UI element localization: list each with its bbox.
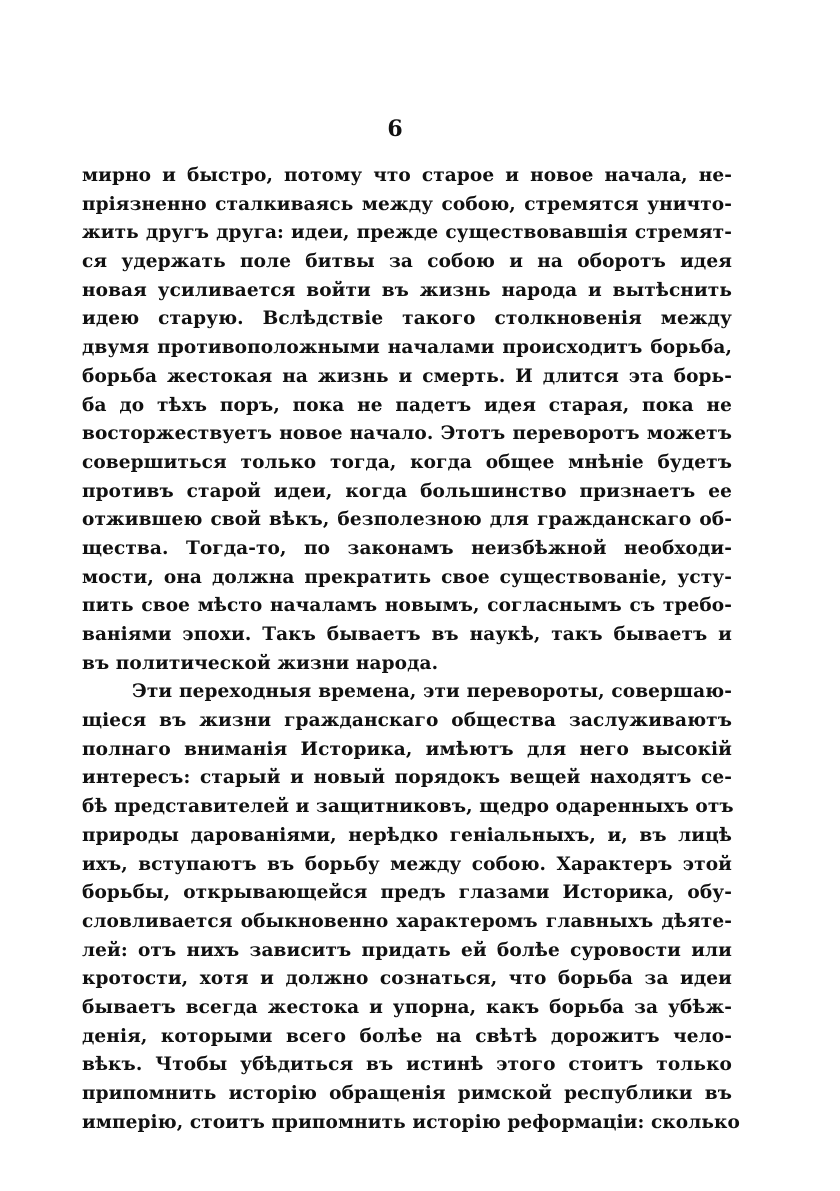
text-line: противъ старой идеи, когда большинство признаетъ ее [82, 480, 732, 502]
text-line: щіеся въ жизни гражданскаго общества заслуживаютъ [82, 710, 732, 732]
text-line: полнаго вниманія Историка, имѣютъ для него высокій [82, 738, 732, 760]
text-line: мирно и быстро, потому что старое и новое начала, не- [82, 165, 732, 186]
text-line: двумя противоположными началами происходитъ борьба, [82, 337, 732, 359]
text-line: ба до тѣхъ поръ, пока не падетъ идея старая, пока не [82, 394, 732, 416]
text-line: борьба жестокая на жизнь и смерть. И длится эта борь- [82, 365, 732, 387]
text-line: припомнить исторію обращенія римской республики въ [82, 1083, 732, 1104]
text-line: кротости, хотя и должно сознаться, что борьба за идеи [82, 968, 732, 990]
text-line: восторжествуетъ новое начало. Этотъ переворотъ можетъ [82, 423, 732, 445]
text-line: словливается обыкновенно характеромъ главныхъ дѣяте- [82, 910, 732, 932]
text-line: вѣкъ. Чтобы убѣдиться въ истинѣ этого стоитъ только [82, 1054, 732, 1076]
text-line: бываетъ всегда жестока и упорна, какъ борьба за убѣж- [82, 996, 732, 1018]
text-line: жить другъ друга: идеи, прежде существовавшія стремят- [82, 222, 732, 244]
text-line: пить свое мѣсто началамъ новымъ, согласнымъ съ требо- [82, 595, 732, 617]
text-line: борьбы, открывающейся предъ глазами Историка, обу- [82, 882, 732, 904]
text-line: отжившею свой вѣкъ, безполезною для гражданскаго об- [82, 509, 732, 531]
text-line: пріязненно сталкиваясь между собою, стремятся уничто- [82, 193, 732, 215]
text-line: ваніями эпохи. Такъ бываетъ въ наукѣ, такъ бываетъ и [82, 624, 732, 645]
text-line: новая усиливается войти въ жизнь народа и вытѣснить [82, 279, 732, 301]
text-line: щества. Тогда-то, по законамъ неизбѣжной необходи- [82, 537, 732, 559]
body-text [82, 162, 740, 1137]
text-line: лей: отъ нихъ зависитъ придать ей болѣе суровости или [82, 939, 732, 961]
text-line: идею старую. Вслѣдствіе такого столкновенія между [82, 308, 732, 330]
text-line: совершиться только тогда, когда общее мнѣніе будетъ [82, 451, 732, 473]
text-line: мости, она должна прекратить свое существованіе, усту- [82, 566, 732, 588]
text-line: денія, которыми всего болѣе на свѣтѣ дорожитъ чело- [82, 1025, 732, 1047]
paragraph-end-line: въ политической жизни народа. [82, 652, 439, 674]
page-number: 6 [387, 116, 403, 142]
text-line: имперію, стоитъ припомнить исторію реформаціи: сколько [82, 1111, 740, 1133]
text-line: интересъ: старый и новый порядокъ вещей находятъ се- [82, 767, 732, 789]
text-line: природы дарованіями, нерѣдко геніальныхъ, и, въ лицѣ [82, 824, 732, 846]
paragraph-start-line: Эти переходныя времена, эти перевороты, совершаю- [132, 681, 732, 703]
text-line: бѣ представителей и защитниковъ, щедро одаренныхъ отъ [82, 796, 734, 818]
text-line: ихъ, вступаютъ въ борьбу между собою. Характеръ этой [82, 853, 732, 875]
text-line: ся удержать поле битвы за собою и на оборотъ идея [82, 251, 732, 273]
